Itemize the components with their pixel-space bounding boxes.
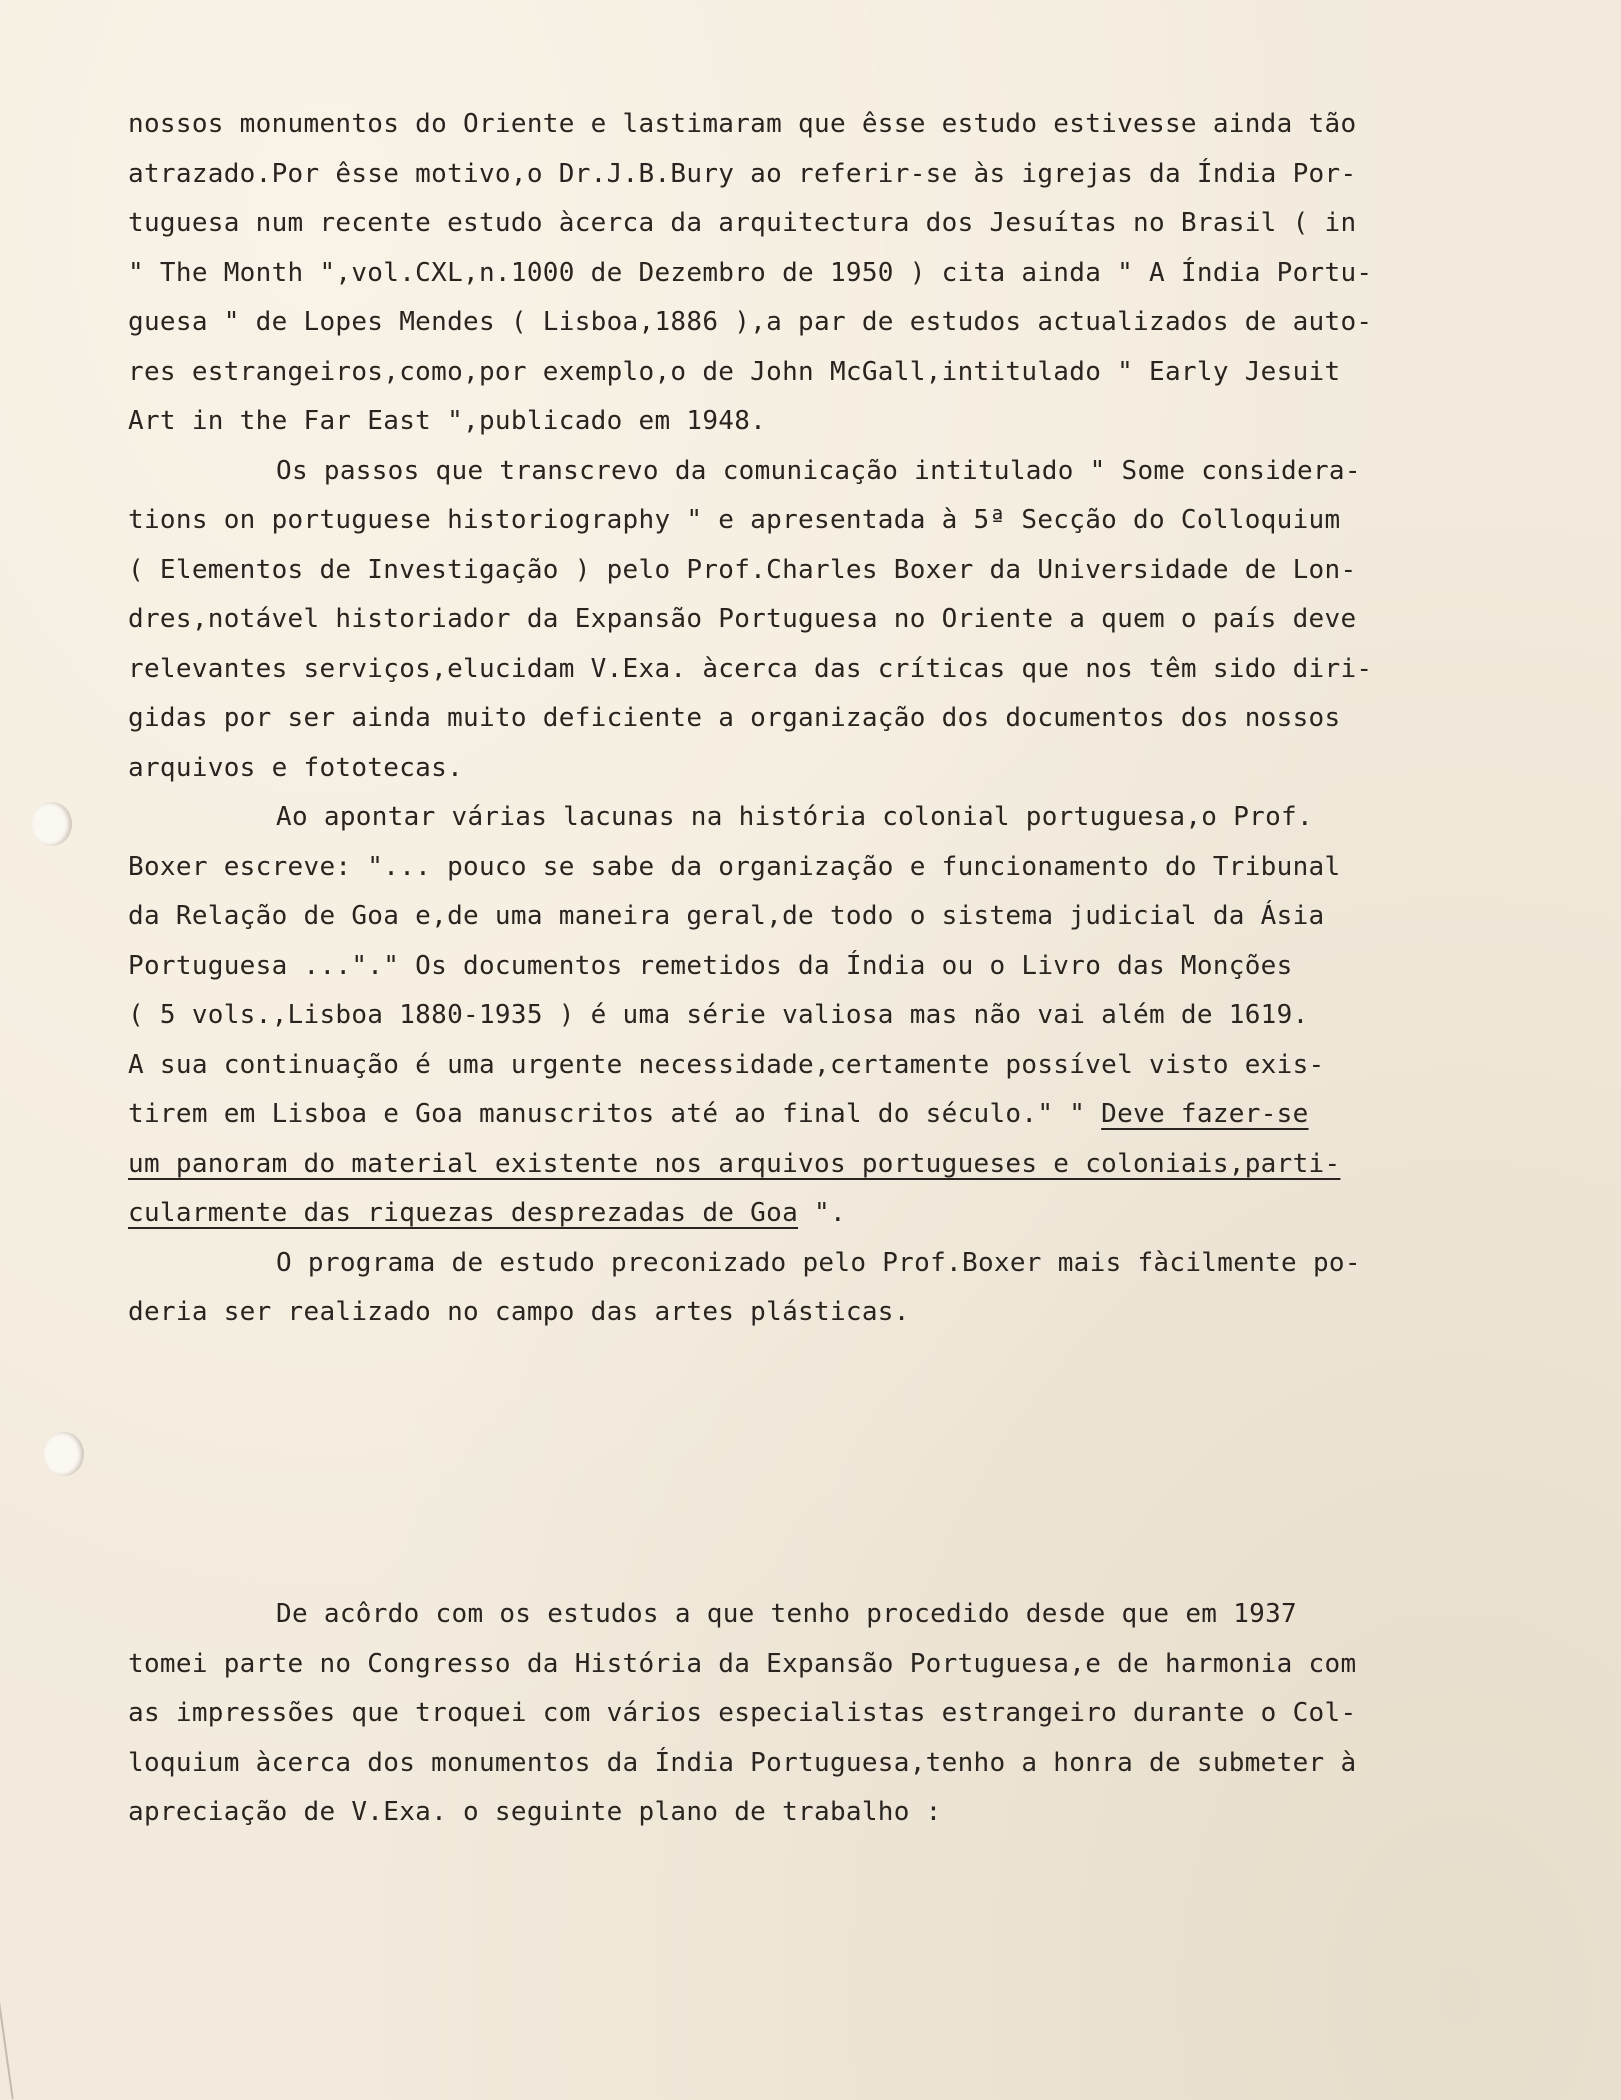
text-line	[128, 1090, 1458, 1140]
typed-text-block-2	[128, 1590, 1458, 1838]
text-line: loquium àcerca dos monumentos da Índia Portuguesa,tenho a honra de submeter à	[128, 1747, 1357, 1778]
text-line: tomei parte no Congresso da História da Expansão Portuguesa,e de harmonia com	[128, 1648, 1357, 1679]
text-line: deria ser realizado no campo das artes plásticas.	[128, 1297, 910, 1327]
text-line: O programa de estudo preconizado pelo Prof.Boxer mais fàcilmente po-	[276, 1247, 1361, 1278]
underlined-text: Deve fazer-se	[1101, 1099, 1309, 1129]
text-line: Ao apontar várias lacunas na história colonial portuguesa,o Prof.	[276, 802, 1313, 832]
text-line: ( 5 vols.,Lisboa 1880-1935 ) é uma série valiosa mas não vai além de 1619.	[128, 1000, 1309, 1030]
punch-hole	[44, 1432, 84, 1476]
underlined-text: cularmente das riquezas desprezadas de Goa	[128, 1198, 799, 1228]
paper-edge-mark	[0, 1961, 14, 2100]
text-line: Boxer escreve: "... pouco se sabe da organização e funcionamento do Tribunal	[128, 851, 1341, 882]
text-line: dres,notável historiador da Expansão Portuguesa no Oriente a quem o país deve	[128, 604, 1357, 634]
text-segment: ".	[798, 1198, 846, 1228]
text-line: da Relação de Goa e,de uma maneira geral,de todo o sistema judicial da Ásia	[128, 901, 1325, 931]
text-line: Os passos que transcrevo da comunicação intitulado " Some considera-	[276, 455, 1361, 486]
text-line: Portuguesa ..."." Os documentos remetidos da Índia ou o Livro das Monções	[128, 950, 1293, 981]
text-segment: tirem em Lisboa e Goa manuscritos até ao final do século." "	[128, 1099, 1102, 1129]
punch-hole	[32, 802, 72, 846]
text-line: nossos monumentos do Oriente e lastimaram que êsse estudo estivesse ainda tão	[128, 109, 1357, 139]
text-line: guesa " de Lopes Mendes ( Lisboa,1886 ),a par de estudos actualizados de auto-	[128, 307, 1373, 337]
text-line: tuguesa num recente estudo àcerca da arquitectura dos Jesuítas no Brasil ( in	[128, 208, 1357, 238]
text-line: apreciação de V.Exa. o seguinte plano de trabalho :	[128, 1797, 942, 1827]
typed-text-block-1	[128, 100, 1458, 1338]
text-line: ( Elementos de Investigação ) pelo Prof.Charles Boxer da Universidade de Lon-	[128, 554, 1357, 585]
text-line: res estrangeiros,como,por exemplo,o de John McGall,intitulado " Early Jesuit	[128, 356, 1341, 387]
text-line: relevantes serviços,elucidam V.Exa. àcerca das críticas que nos têm sido diri-	[128, 653, 1373, 684]
text-line: A sua continuação é uma urgente necessidade,certamente possível visto exis-	[128, 1049, 1325, 1080]
text-line	[128, 1189, 1458, 1239]
text-line: tions on portuguese historiography " e apresentada à 5ª Secção do Colloquium	[128, 505, 1341, 535]
text-line: De acôrdo com os estudos a que tenho procedido desde que em 1937	[276, 1599, 1298, 1629]
text-line: arquivos e fototecas.	[128, 752, 464, 783]
text-line: " The Month ",vol.CXL,n.1000 de Dezembro de 1950 ) cita ainda " A Índia Portu-	[128, 257, 1373, 288]
text-line: Art in the Far East ",publicado em 1948.	[128, 406, 767, 436]
text-line: gidas por ser ainda muito deficiente a organização dos documentos dos nossos	[128, 703, 1341, 733]
underlined-text-line: um panoram do material existente nos arquivos portugueses e coloniais,parti-	[128, 1148, 1341, 1179]
text-line: atrazado.Por êsse motivo,o Dr.J.B.Bury ao referir-se às igrejas da Índia Por-	[128, 158, 1357, 189]
text-line: as impressões que troquei com vários especialistas estrangeiro durante o Col-	[128, 1698, 1357, 1728]
